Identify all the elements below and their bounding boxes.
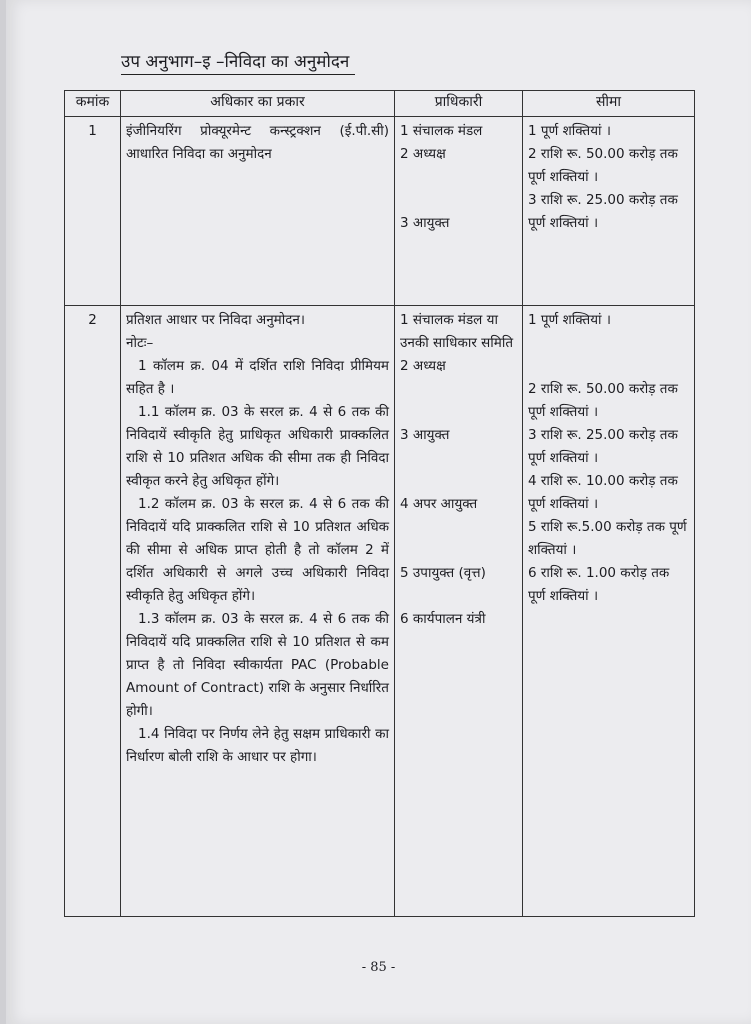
authority-item: 3 आयुक्त <box>400 215 450 231</box>
authority-item: 2 अध्यक्ष <box>400 146 446 162</box>
page-number: - 85 - <box>361 960 396 975</box>
authority-item: 5 उपायुक्त (वृत्त) <box>400 565 486 581</box>
header-limit: सीमा <box>523 91 695 117</box>
limit-item: 1 पूर्ण शक्तियां । <box>528 123 611 139</box>
limit-item: 2 राशि रू. 50.00 करोड़ तक पूर्ण शक्तियां । <box>528 146 678 185</box>
note-item: 1 कॉलम क्र. 04 में दर्शित राशि निविदा प्रीमियम सहित है । <box>126 358 389 397</box>
row-limit-cell <box>523 117 695 306</box>
header-power-type: अधिकार का प्रकार <box>121 91 395 117</box>
row-serial: 1 <box>65 117 121 306</box>
header-serial: कमांक <box>65 91 121 117</box>
note-item: 1.1 कॉलम क्र. 03 के सरल क्र. 4 से 6 तक की निविदायें स्वीकृति हेतु प्राधिकृत अधिकारी प्राक्कलित राशि से 10 प्रतिशत अधिक की सीमा तक ही निविदा स्वीकृत करने हेतु अधिकृत होंगे। <box>126 404 389 489</box>
power-text: प्रतिशत आधार पर निविदा अनुमोदन। <box>126 312 306 328</box>
row-authority-cell <box>395 306 523 917</box>
limit-item: 3 राशि रू. 25.00 करोड़ तक पूर्ण शक्तियां । <box>528 192 678 231</box>
note-item: 1.4 निविदा पर निर्णय लेने हेतु सक्षम प्राधिकारी का निर्धारण बोली राशि के आधार पर होगा। <box>126 726 389 765</box>
authority-item: 3 आयुक्त <box>400 427 450 443</box>
row-serial: 2 <box>65 306 121 917</box>
powers-table <box>64 90 695 917</box>
power-text: इंजीनियरिंग प्रोक्यूरमेन्ट कन्स्ट्रक्शन (ई.पी.सी) आधारित निविदा का अनुमोदन <box>126 123 389 162</box>
authority-item: 2 अध्यक्ष <box>400 358 446 374</box>
row-authority-cell <box>395 117 523 306</box>
row-power-cell <box>121 117 395 306</box>
limit-item: 5 राशि रू.5.00 करोड़ तक पूर्ण शक्तियां । <box>528 519 687 558</box>
note-item: 1.2 कॉलम क्र. 03 के सरल क्र. 4 से 6 तक की निविदायें यदि प्राक्कलित राशि से 10 प्रतिशत अधिक की सीमा से अधिक प्राप्त होती है तो कॉलम 2 में दर्शित अधिकारी से अगले उच्च अधिकारी निविदा स्वीकृति हेतु अधिकृत होंगे। <box>126 496 389 604</box>
table-row <box>65 117 695 306</box>
limit-item: 4 राशि रू. 10.00 करोड़ तक पूर्ण शक्तियां । <box>528 473 678 512</box>
authority-item: 1 संचालक मंडल <box>400 123 483 139</box>
section-title: उप अनुभाग–इ –निविदा का अनुमोदन <box>121 50 355 75</box>
row-power-cell <box>121 306 395 917</box>
limit-item: 2 राशि रू. 50.00 करोड़ तक पूर्ण शक्तियां । <box>528 381 678 420</box>
row-limit-cell <box>523 306 695 917</box>
table-row <box>65 306 695 917</box>
authority-item: 1 संचालक मंडल या उनकी साधिकार समिति <box>400 312 514 351</box>
limit-item: 1 पूर्ण शक्तियां । <box>528 312 611 328</box>
note-label: नोटः– <box>126 335 154 351</box>
note-item: 1.3 कॉलम क्र. 03 के सरल क्र. 4 से 6 तक की निविदायें यदि प्राक्कलित राशि से 10 प्रतिशत से कम प्राप्त है तो निविदा स्वीकार्यता PAC (Probable Amount of Contract) राशि के अनुसार निर्धारित होगी। <box>126 611 389 719</box>
limit-item: 6 राशि रू. 1.00 करोड़ तक पूर्ण शक्तियां । <box>528 565 670 604</box>
limit-item: 3 राशि रू. 25.00 करोड़ तक पूर्ण शक्तियां । <box>528 427 678 466</box>
table-header-row <box>65 91 695 117</box>
authority-item: 6 कार्यपालन यंत्री <box>400 611 486 627</box>
header-authority: प्राधिकारी <box>395 91 523 117</box>
document-page <box>6 0 751 1024</box>
authority-item: 4 अपर आयुक्त <box>400 496 478 512</box>
